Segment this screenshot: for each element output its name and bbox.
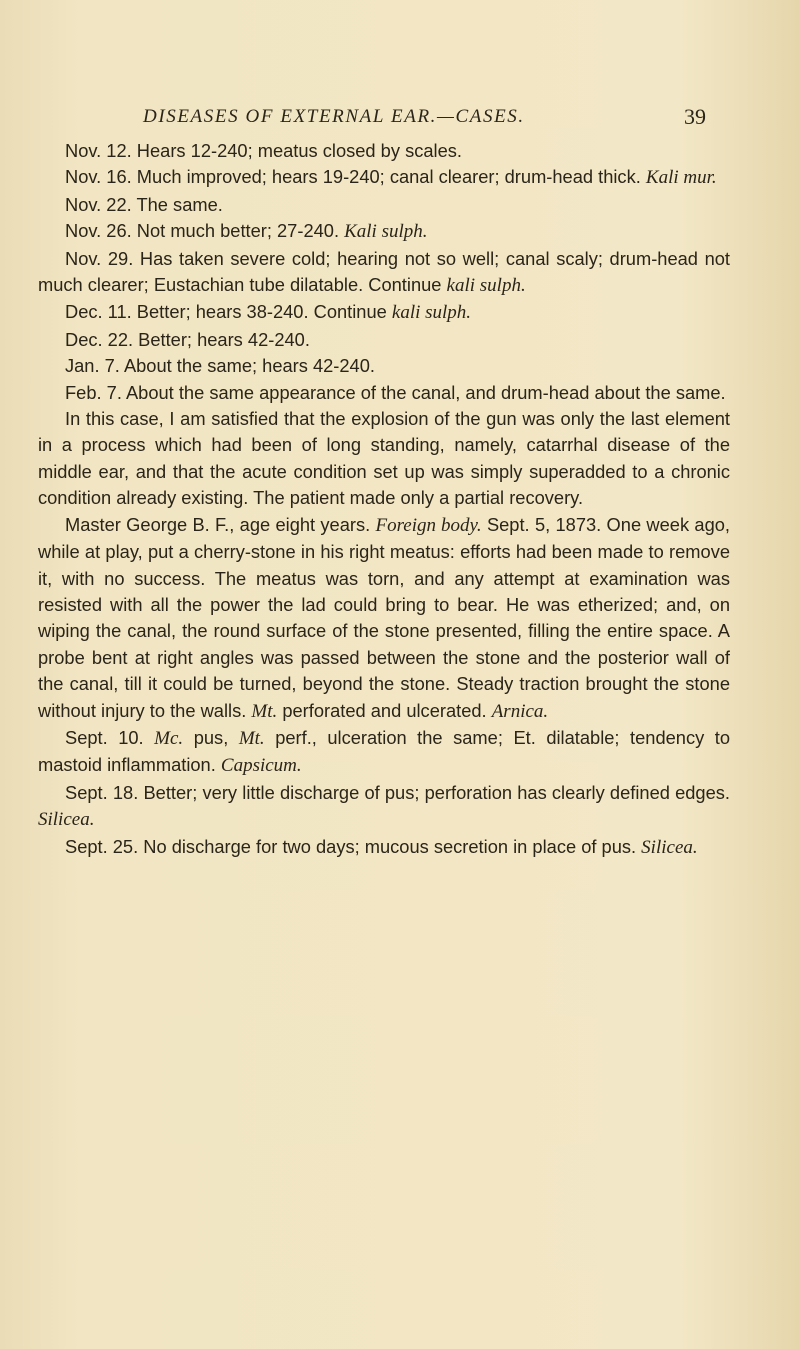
paragraph (38, 299, 730, 326)
text-run: perforated and ulcerated. (277, 699, 492, 721)
italic-term: Silicea. (38, 809, 95, 831)
page-header (0, 104, 800, 140)
paragraph (38, 192, 730, 218)
text-run: Nov. 12. Hears 12-240; meatus closed by scales. (65, 140, 462, 161)
paragraph (38, 327, 730, 353)
text-run: Sept. 25. No discharge for two days; mucous secretion in place of pus. (65, 835, 642, 857)
text-run: Nov. 16. Much improved; hears 19-240; canal clearer; drum-head thick. (65, 166, 646, 188)
text-run: In this case, I am satisfied that the explosion of the gun was only the last element in a process which had been of long standing, namely, catarrhal disease of the middle ear, and that the acute condition set up was simply superadded to a chronic condition already existing. The patient made only a partial recovery. (38, 408, 730, 509)
paragraph (38, 725, 730, 780)
italic-term: Kali sulph. (344, 221, 428, 243)
italic-term: Silicea. (641, 836, 698, 858)
text-run: pus, (183, 726, 239, 748)
italic-term: Mc. (154, 727, 184, 749)
running-head: DISEASES OF EXTERNAL EAR.—CASES. (143, 106, 525, 127)
text-run: Feb. 7. About the same appearance of the canal, and drum-head about the same. (65, 381, 726, 403)
text-run: Master George B. F., age eight years. (65, 513, 376, 535)
italic-term: kali sulph. (446, 275, 526, 297)
paragraph (38, 380, 730, 406)
text-run: Sept. 18. Better; very little discharge of pus; perforation has clearly defined edges. (65, 781, 730, 803)
italic-term: kali sulph. (391, 302, 472, 324)
text-run: Sept. 10. (65, 726, 155, 748)
paragraph (38, 246, 730, 300)
paragraph (38, 138, 730, 164)
text-run: Nov. 26. Not much better; 27-240. (65, 220, 345, 242)
paragraph (38, 218, 730, 245)
paragraph (38, 164, 730, 191)
italic-term: Mt. (238, 727, 265, 749)
text-run: Sept. 5, 1873. One week ago, while at play, put a cherry-stone in his right meatus: efforts had been made to remove it, with no success. The meatus was torn, and any attempt at examination was resisted with all the power the lad could bring to bear. He was etherized; and, on wiping the canal, the round surface of the stone presented, filling the entire space. A probe bent at right angles was passed between the stone and the posterior wall of the canal, till it could be turned, beyond the stone. Steady traction brought the stone without injury to the walls. (38, 513, 730, 721)
text-run: perf., ulceration the same; Et. dilatable; tendency to mastoid inflammation. (38, 726, 731, 776)
italic-term: Arnica. (491, 700, 549, 722)
body-text (38, 138, 730, 861)
paragraph (38, 406, 730, 512)
text-run: Nov. 22. The same. (65, 193, 223, 215)
italic-term: Mt. (251, 700, 278, 722)
text-run: Nov. 29. Has taken severe cold; hearing not so well; canal scaly; drum-head not much clearer; Eustachian tube dilatable. Continue (38, 247, 730, 296)
paragraph (38, 834, 730, 861)
text-run: Jan. 7. About the same; hears 42-240. (65, 355, 375, 377)
page-number: 39 (684, 104, 706, 129)
italic-term: Foreign body. (375, 514, 482, 536)
text-run: Dec. 22. Better; hears 42-240. (65, 328, 310, 350)
text-run: Dec. 11. Better; hears 38-240. Continue (65, 301, 392, 323)
paragraph (38, 512, 730, 725)
italic-term: Kali mur. (645, 167, 717, 189)
italic-term: Capsicum. (220, 755, 302, 777)
paragraph (38, 780, 730, 834)
paragraph (38, 353, 730, 379)
